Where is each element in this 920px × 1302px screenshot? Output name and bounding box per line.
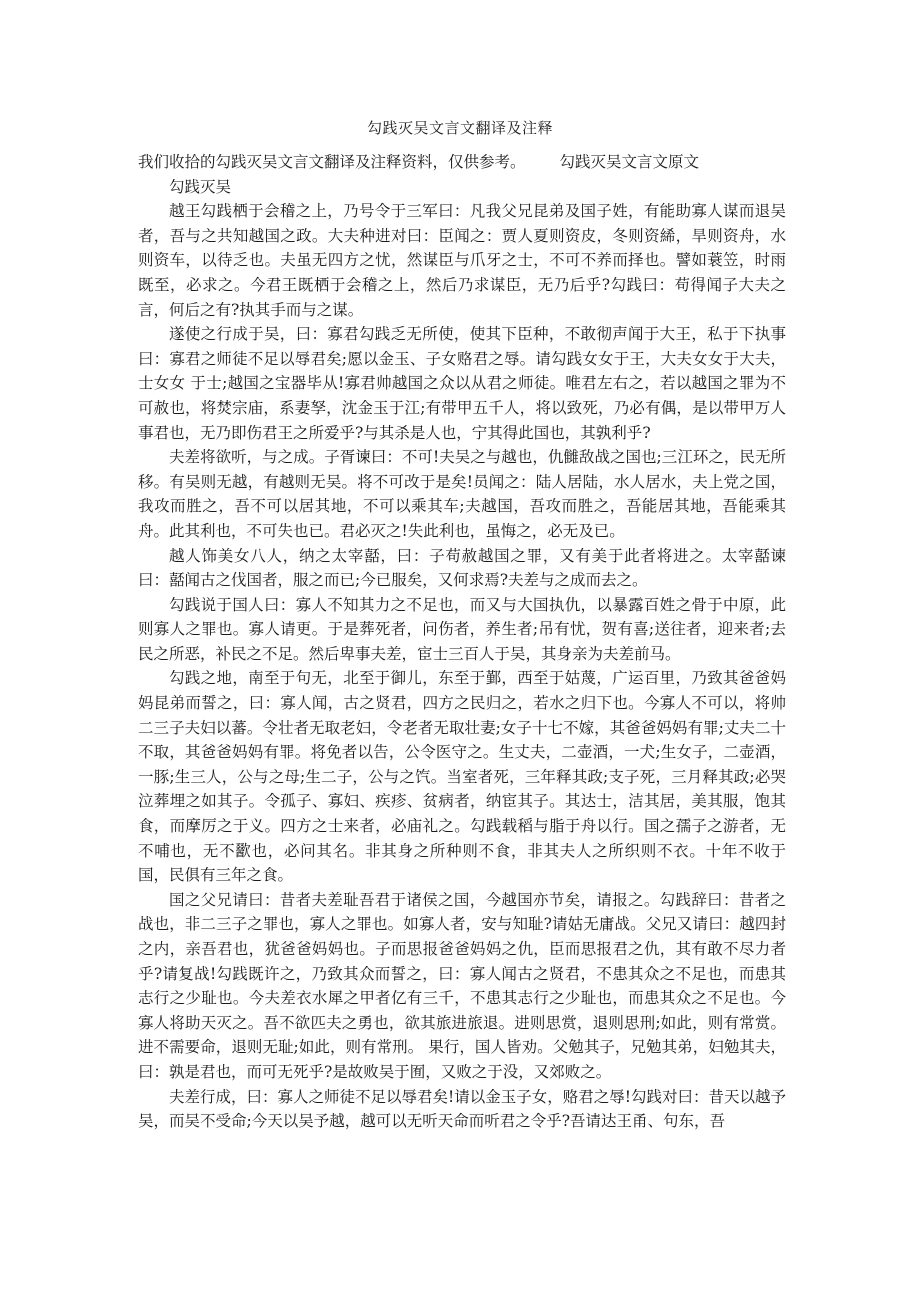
paragraph: 国之父兄请曰：昔者夫差耻吾君于诸侯之国，今越国亦节矣，请报之。勾践辞曰：昔者之战也，非二三子之罪也，寡人之罪也。如寡人者，安与知耻?请姑无庸战。父兄又请曰：越四封之内，亲吾君也，犹爸爸妈妈也。子而思报爸爸妈妈之仇，臣而思报君之仇，其有敢不尽力者乎?请复战!勾践既许之，乃致其众而誓之，曰：寡人闻古之贤君，不患其众之不足也，而患其志行之少耻也。今夫差衣水犀之甲者亿有三千，不患其志行之少耻也，而患其众之不足也。今寡人将助天灭之。吾不欲匹夫之勇也，欲其旅进旅退。进则思赏，退则思刑;如此，则有常赏。进不需要命，退则无耻;如此，则有常刑。 果行，国人皆劝。父勉其子，兄勉其弟，妇勉其夫，曰：孰是君也，而可无死乎?是故败吴于囿，又败之于没，又郊败之。 — [138, 890, 786, 1081]
intro-lead: 我们收拾的勾践灭吴文言文翻译及注释资料，仅供参考。 — [138, 153, 526, 171]
document-title: 勾践灭吴文言文翻译及注释 — [366, 119, 553, 137]
paragraph: 越王勾践栖于会稽之上，乃号令于三军曰：凡我父兄昆弟及国子姓，有能助寡人谋而退吴者，吾与之共知越国之政。大夫种进对曰：臣闻之：贾人夏则资皮，冬则资絺，旱则资舟，水则资车，以待乏也。夫虽无四方之忧，然谋臣与爪牙之士，不可不养而择也。譬如蓑笠，时雨既至，必求之。今君王既栖于会稽之上，然后乃求谋臣，无乃后乎?勾践曰：苟得闻子大夫之言，何后之有?执其手而与之谋。 — [138, 202, 786, 319]
document-body — [138, 150, 786, 1134]
source-label: 勾践灭吴文言文原文 — [559, 153, 700, 171]
paragraph: 夫差行成，曰：寡人之师徒不足以辱君矣!请以金玉子女，赂君之辱!勾践对曰：昔天以越予吴，而吴不受命;今天以吴予越，越可以无听天命而听君之令乎?吾请达王甬、句东，吾 — [138, 1087, 786, 1131]
section-subtitle: 勾践灭吴 — [169, 177, 232, 196]
paragraph: 遂使之行成于吴，曰：寡君勾践乏无所使，使其下臣种，不敢彻声闻于大王，私于下执事曰：寡君之师徒不足以辱君矣;愿以金玉、子女赂君之辱。请勾践女女于王，大夫女女于大夫，士女女 于士;越国之宝器毕从!寡君帅越国之众以从君之师徒。唯君左右之，若以越国之罪为不可赦也，将焚宗庙，系妻孥，沈金玉于江;有带甲五千人，将以致死，乃必有偶，是以带甲万人事君也，无乃即伤君王之所爱乎?与其杀是人也，宁其得此国也，其孰利乎? — [138, 325, 786, 442]
paragraph: 勾践之地，南至于句无，北至于御儿，东至于鄞，西至于姑蔑，广运百里，乃致其爸爸妈妈昆弟而誓之，曰：寡人闻，古之贤君，四方之民归之，若水之归下也。今寡人不可以，将帅二三子夫妇以蕃。令壮者无取老妇，令老者无取壮妻;女子十七不嫁，其爸爸妈妈有罪;丈夫二十不取，其爸爸妈妈有罪。将免者以告，公令医守之。生丈夫，二壶酒，一犬;生女子，二壶酒，一豚;生三人，公与之母;生二子，公与之饩。当室者死，三年释其政;支子死，三月释其政;必哭泣葬埋之如其子。令孤子、寡妇、疾疹、贫病者，纳宦其子。其达士，洁其居，美其服，饱其食，而摩厉之于义。四方之士来者，必庙礼之。勾践载稻与脂于舟以行。国之孺子之游者，无不哺也，无不歠也，必问其名。非其身之所种则不食，非其夫人之所织则不衣。十年不收于国，民俱有三年之食。 — [138, 669, 786, 885]
paragraph: 勾践说于国人曰：寡人不知其力之不足也，而又与大国执仇，以暴露百姓之骨于中原，此则寡人之罪也。寡人请更。于是葬死者，问伤者，养生者;吊有忧，贺有喜;送往者，迎来者;去民之所恶，补民之不足。然后卑事夫差，宦士三百人于吴，其身亲为夫差前马。 — [138, 595, 786, 663]
paragraph: 越人饰美女八人，纳之太宰嚭，曰：子苟赦越国之罪，又有美于此者将进之。太宰嚭谏曰：嚭闻古之伐国者，服之而已;今已服矣，又何求焉?夫差与之成而去之。 — [138, 546, 786, 590]
paragraph: 夫差将欲听，与之成。子胥谏曰：不可!夫吴之与越也，仇雠敌战之国也;三江环之，民无所移。有吴则无越，有越则无吴。将不可改于是矣!员闻之：陆人居陆，水人居水，夫上党之国，我攻而胜之，吾不可以居其地，不可以乘其车;夫越国，吾攻而胜之，吾能居其地，吾能乘其舟。此其利也，不可失也已。君必灭之!失此利也，虽悔之，必无及已。 — [138, 448, 786, 540]
intro-line — [138, 150, 786, 175]
